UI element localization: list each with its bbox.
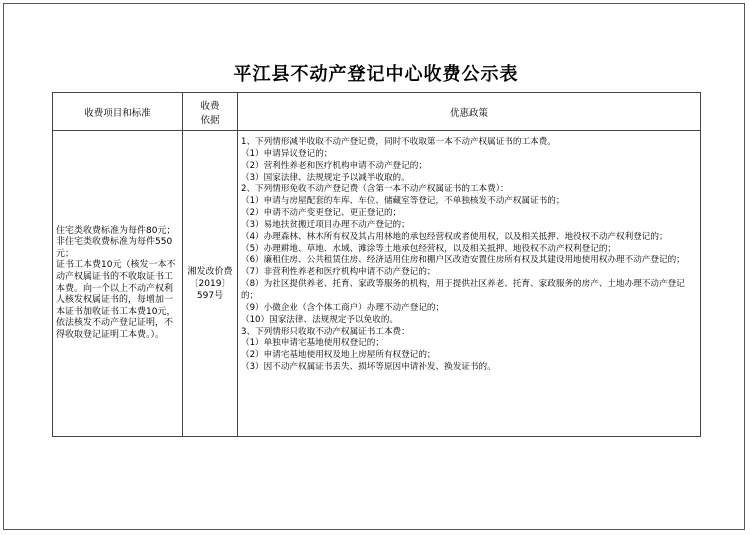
policy-line: （3）因不动产权属证书丢失、损坏等原因申请补发、换发证书的。: [241, 362, 496, 373]
policy-line: （2）申请不动产变更登记、更正登记的；: [241, 208, 402, 219]
policy-line: （3）国家法律、法规规定予以减半收取的。: [241, 172, 410, 183]
policy-list: [241, 137, 697, 374]
policy-line: 1、下列情形减半收取不动产登记费，同时不收取第一本不动产权属证书的工本费。: [241, 137, 556, 147]
policy-line: （6）廉租住房、公共租赁住房、经济适用住房和棚户区改造安置住房所有权及其建设用地使用权办理不动产登记的；: [241, 255, 685, 266]
policy-line: （2）营利性养老和医疗机构申请不动产登记的；: [241, 160, 427, 171]
fee-item-paragraph: 非住宅类收费标准为每件550元；: [56, 237, 173, 259]
policy-line: （4）办理森林、林木所有权及其占用林地的承包经营权或者使用权，以及相关抵押、地役权不动产权利登记的；: [241, 231, 668, 242]
header-basis-line-2: 依据: [200, 114, 220, 126]
policy-line: 3、下列情形只收取不动产权属证书工本费：: [241, 326, 410, 337]
fee-item-cell: [53, 131, 183, 437]
policy-line: 2、下列情形免收不动产登记费（含第一本不动产权属证书的工本费）：: [241, 184, 509, 195]
policy-line: （2）申请宅基地使用权及地上房屋所有权登记的；: [241, 350, 436, 361]
policy-line: （3）易地扶贫搬迁项目办理不动产登记的；: [241, 219, 410, 230]
policy-line: （8）为社区提供养老、托育、家政等服务的机构，用于提供社区养老、托育、家政服务的房产、土地办理不动产登记的；: [241, 279, 685, 301]
policy-line: （5）办理耕地、草地、水域、滩涂等土地承包经营权，以及相关抵押、地役权不动产权利登记的；: [241, 243, 617, 254]
header-policy: 优惠政策: [238, 93, 701, 131]
header-fee-item: 收费项目和标准: [53, 93, 183, 131]
policy-line: （1）单独申请宅基地使用权登记的；: [241, 338, 384, 349]
policy-cell: [238, 131, 701, 437]
fee-item-paragraph: 证书工本费10元（核发一本不动产权属证书的不收取证书工本费。向一个以上不动产权利人核发权属证书的，每增加一本证书加收证书工本费10元，依法核发不动产登记证明，不得收取登记证明工本费。）。: [56, 260, 176, 340]
policy-line: （10）国家法律、法规规定予以免收的。: [241, 314, 399, 325]
policy-line: （9）小微企业（含个体工商户）办理不动产登记的；: [241, 302, 445, 313]
fee-basis-cell: [183, 131, 238, 437]
fee-table: [52, 92, 701, 437]
fee-basis-text: 湘发改价费〔2019〕597号: [187, 266, 233, 301]
header-fee-basis: [183, 93, 238, 131]
policy-line: （7）非营利性养老和医疗机构申请不动产登记的；: [241, 267, 436, 278]
policy-line: （1）申请异议登记的；: [241, 148, 333, 159]
header-basis-line-1: 收费: [200, 100, 220, 112]
table-header-row: [53, 93, 701, 131]
fee-item-text: [56, 226, 179, 342]
table-row: [53, 131, 701, 437]
policy-line: （1）申请与房屋配套的车库、车位、储藏室等登记，不单独核发不动产权属证书的；: [241, 196, 565, 207]
fee-item-paragraph: 住宅类收费标准为每件80元；: [56, 225, 176, 236]
page-title: 平江县不动产登记中心收费公示表: [233, 64, 519, 85]
